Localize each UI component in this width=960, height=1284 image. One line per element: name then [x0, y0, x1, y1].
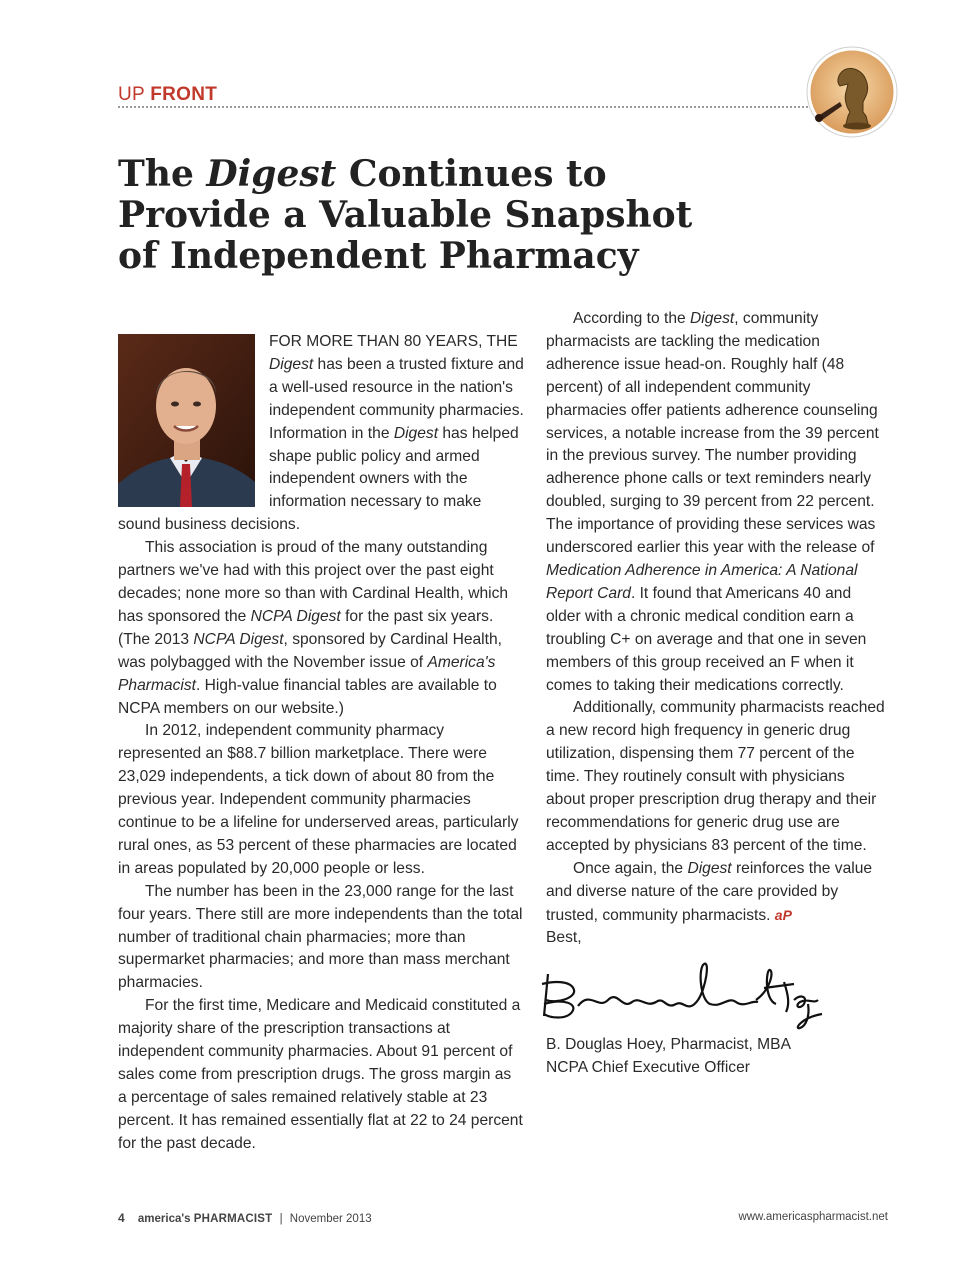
paragraph-5: For the first time, Medicare and Medicaid constituted a majority share of the prescription transactions at independent community pharmacies. About 91 percent of sales come from prescription drugs. The gross margin as a percentage of sales remained relatively stable at 23 percent. It has remained essentially flat at 22 to 24 percent for the past decade. [118, 997, 523, 1152]
article-column-right [546, 308, 886, 1080]
paragraph-8: Once again, the Digest reinforces the value and diverse nature of the care provided by trusted, community pharmacists. aP [546, 859, 873, 924]
headline-part2: Continues to Provide a Valuable Snapshot of Independent Pharmacy [118, 153, 693, 277]
paragraph-3: In 2012, independent community pharmacy represented an $88.7 billion marketplace. There were 23,029 independents, a tick down of about 80 from the previous year. Independent community pharmacies continue to be a lifeline for underserved areas, particularly rural ones, as 53 percent of these pharmacies are located in areas populated by 20,000 people or less. [118, 722, 519, 877]
section-label [118, 84, 217, 106]
headline-part1: The [118, 153, 207, 195]
closing-salutation: Best, [546, 929, 582, 947]
signature-title: NCPA Chief Executive Officer [546, 1059, 750, 1077]
signature-name: B. Douglas Hoey, Pharmacist, MBA [546, 1036, 791, 1054]
chess-knight-icon [806, 46, 898, 138]
website-link[interactable]: www.americaspharmacist.net [738, 1211, 888, 1223]
article-column-left [118, 331, 524, 1156]
author-portrait [118, 334, 255, 507]
end-mark-logo: aP [774, 906, 792, 923]
signature-image [538, 960, 828, 1030]
issue-date: November 2013 [289, 1213, 372, 1225]
magazine-name-b: PHARMACIST [193, 1213, 273, 1225]
page-number: 4 [118, 1211, 125, 1225]
article-headline [118, 154, 738, 277]
paragraph-7: Additionally, community pharmacists reached a new record high frequency in generic drug utilization, dispensing them 77 percent of the time. They routinely consult with physicians about proper prescription drug therapy and their recommendations for generic drug use are accepted by physicians 83 percent of the time. [546, 699, 885, 854]
paragraph-4: The number has been in the 23,000 range for the last four years. There still are more independents than the total number of traditional chain pharmacies; more than supermarket pharmacies; and more than mass merchant pharmacies. [118, 882, 523, 992]
magazine-name-a: america's [137, 1213, 191, 1225]
paragraph-6: According to the Digest, community pharmacists are tackling the medication adherence issue head-on. Roughly half (48 percent) of all independent community pharmacies offer patients adherence counseling services, a notable increase from the 39 percent in the previous survey. The number providing adherence phone calls or text reminders nearly doubled, surging to 39 percent from 22 percent. The importance of providing these services was underscored earlier this year with the release of Medication Adherence in America: A National Report Card. It found that Americans 40 and older with a chronic medical condition earn a troubling C+ on average and that one in seven members of this group received an F when it comes to taking their medications correctly. [546, 310, 879, 694]
page-footer [118, 1211, 888, 1225]
paragraph-1: FOR MORE THAN 80 YEARS, THE Digest has been a trusted fixture and a well-used resource in the nation's independent community pharmacies. Information in the Digest has helped shape public policy and armed independent owners with the information necessary to make sound business decisions. [118, 333, 524, 534]
footer-separator: | [279, 1213, 283, 1225]
headline-italic: Digest [206, 153, 337, 195]
section-divider [118, 106, 808, 108]
section-label-strong: FRONT [150, 84, 218, 105]
section-label-prefix: UP [118, 84, 145, 105]
paragraph-2: This association is proud of the many outstanding partners we've had with this project over the past eight decades; none more so than with Cardinal Health, which has sponsored the NCPA Digest for the past six years. (The 2013 NCPA Digest, sponsored by Cardinal Health, was polybagged with the November issue of America's Pharmacist. High-value financial tables are available to NCPA members on our website.) [118, 539, 509, 717]
